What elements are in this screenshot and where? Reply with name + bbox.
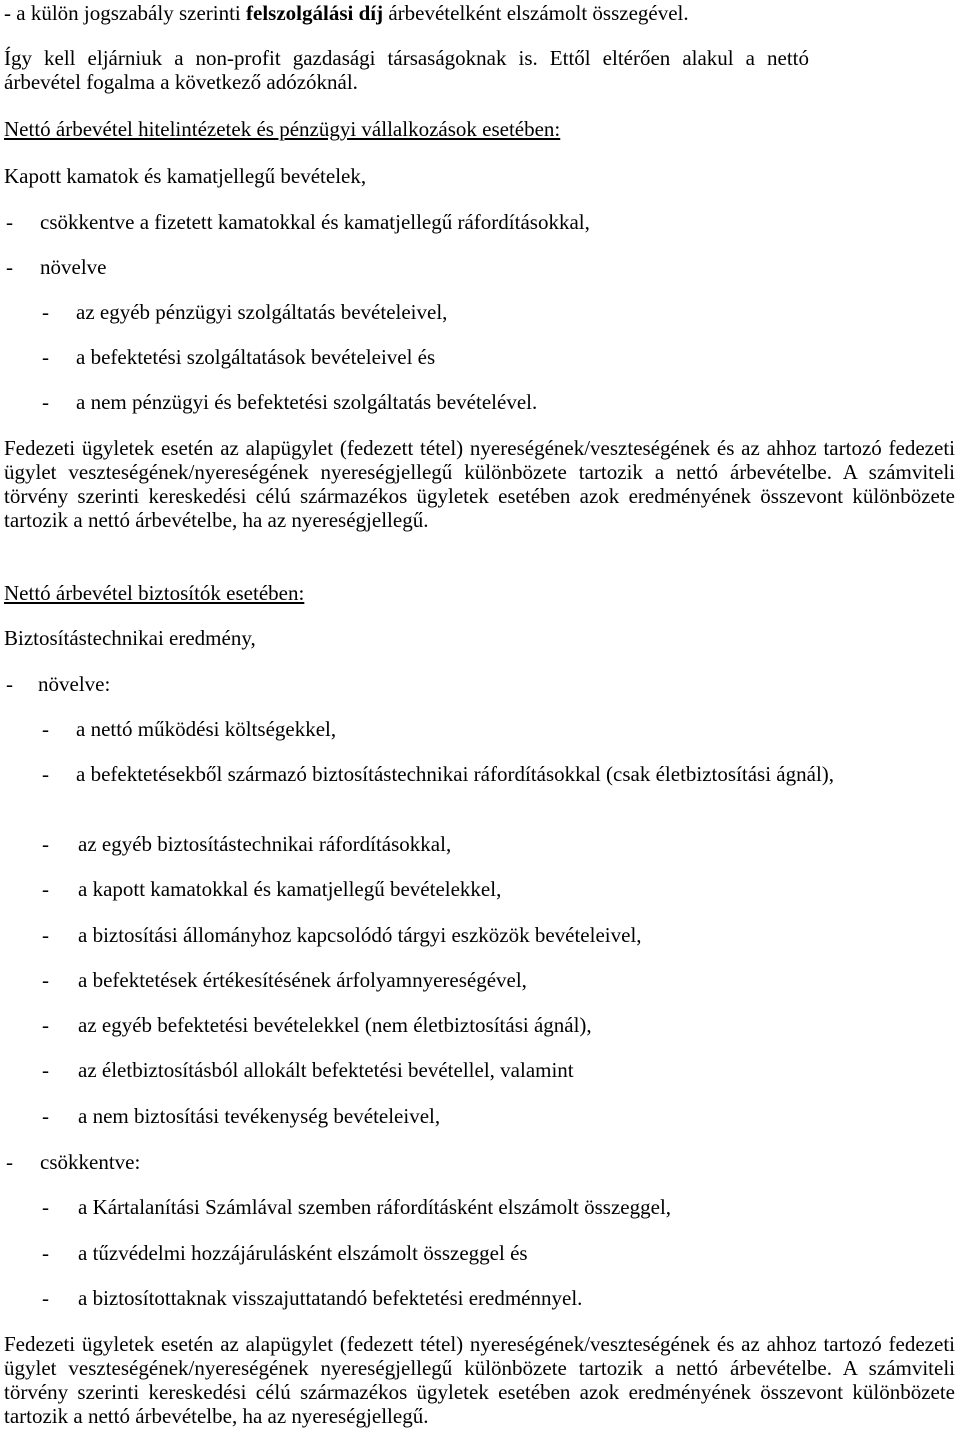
fee-line	[4, 1, 689, 25]
list-bullet: -	[6, 255, 13, 279]
list-bullet: -	[42, 1104, 49, 1128]
bank-subitem: a befektetési szolgáltatások bevételeivel és	[76, 345, 436, 369]
insurance-minus-item: a tűzvédelmi hozzájárulásként elszámolt összeggel és	[78, 1241, 528, 1265]
list-bullet: -	[42, 762, 49, 786]
insurance-minus-item: a Kártalanítási Számlával szemben ráfordításként elszámolt összeggel,	[78, 1195, 672, 1219]
fee-line-post: árbevételként elszámolt összegével.	[383, 1, 689, 25]
bank-item-increase: növelve	[40, 255, 107, 279]
bank-subitem: az egyéb pénzügyi szolgáltatás bevételeivel,	[76, 300, 448, 324]
insurance-increase-label: növelve:	[38, 672, 111, 696]
list-bullet: -	[6, 1150, 13, 1174]
bank-subitem: a nem pénzügyi és befektetési szolgáltatás bevételével.	[76, 390, 538, 414]
list-bullet: -	[42, 345, 49, 369]
intro-paragraph: Így kell eljárniuk a non-profit gazdasági társaságoknak is. Ettől eltérően alakul a nettó árbevétel fogalma a következő adózóknál.	[4, 46, 809, 94]
insurance-plus-item: a kapott kamatokkal és kamatjellegű bevételekkel,	[78, 877, 502, 901]
list-bullet: -	[42, 923, 49, 947]
bank-intro: Kapott kamatok és kamatjellegű bevételek,	[4, 164, 367, 188]
list-bullet: -	[6, 210, 13, 234]
fee-line-pre: - a külön jogszabály szerinti	[4, 1, 247, 25]
insurance-plus-item: az egyéb biztosítástechnikai ráfordításokkal,	[78, 832, 452, 856]
list-bullet: -	[42, 877, 49, 901]
bank-heading: Nettó árbevétel hitelintézetek és pénzügyi vállalkozások esetében:	[4, 117, 561, 141]
bank-item-decrease: csökkentve a fizetett kamatokkal és kamatjellegű ráfordításokkal,	[40, 210, 590, 234]
list-bullet: -	[42, 390, 49, 414]
list-bullet: -	[42, 968, 49, 992]
insurance-plus-item: a befektetésekből származó biztosítástechnikai ráfordításokkal (csak életbiztosítási ágnál),	[76, 762, 835, 786]
fee-term: felszolgálási díj	[246, 1, 384, 25]
insurance-minus-item: a biztosítottaknak visszajuttatandó befektetési eredménnyel.	[78, 1286, 583, 1310]
list-bullet: -	[42, 717, 49, 741]
list-bullet: -	[42, 1058, 49, 1082]
list-bullet: -	[42, 1241, 49, 1265]
list-bullet: -	[42, 1195, 49, 1219]
insurance-intro: Biztosítástechnikai eredmény,	[4, 626, 256, 650]
insurance-plus-item: a befektetések értékesítésének árfolyamnyereségével,	[78, 968, 527, 992]
list-bullet: -	[42, 1013, 49, 1037]
insurance-plus-item: az életbiztosításból allokált befektetési bevétellel, valamint	[78, 1058, 574, 1082]
list-bullet: -	[6, 672, 13, 696]
list-bullet: -	[42, 832, 49, 856]
list-bullet: -	[42, 300, 49, 324]
insurance-plus-item: a nettó működési költségekkel,	[76, 717, 337, 741]
insurance-plus-item: az egyéb befektetési bevételekkel (nem életbiztosítási ágnál),	[78, 1013, 592, 1037]
insurance-decrease-label: csökkentve:	[40, 1150, 141, 1174]
list-bullet: -	[42, 1286, 49, 1310]
insurance-hedging-note: Fedezeti ügyletek esetén az alapügylet (fedezett tétel) nyereségének/veszteségének és az ahhoz tartozó fedezeti ügylet veszteségének/nyereségének nyereségjellegű különbözete tartozik a nettó árbevételbe. A számviteli törvény szerinti kereskedési célú származékos ügyletek esetében azok eredményének összevont különbözete tartozik a nettó árbevételbe, ha az nyereségjellegű.	[4, 1332, 955, 1428]
insurance-plus-item: a biztosítási állományhoz kapcsolódó tárgyi eszközök bevételeivel,	[78, 923, 642, 947]
insurance-plus-item: a nem biztosítási tevékenység bevételeivel,	[78, 1104, 441, 1128]
insurance-heading: Nettó árbevétel biztosítók esetében:	[4, 581, 305, 605]
bank-hedging-note: Fedezeti ügyletek esetén az alapügylet (fedezett tétel) nyereségének/veszteségének és az ahhoz tartozó fedezeti ügylet veszteségének/nyereségének nyereségjellegű különbözete tartozik a nettó árbevételbe. A számviteli törvény szerinti kereskedési célú származékos ügyletek esetében azok eredményének összevont különbözete tartozik a nettó árbevételbe, ha az nyereségjellegű.	[4, 436, 955, 532]
